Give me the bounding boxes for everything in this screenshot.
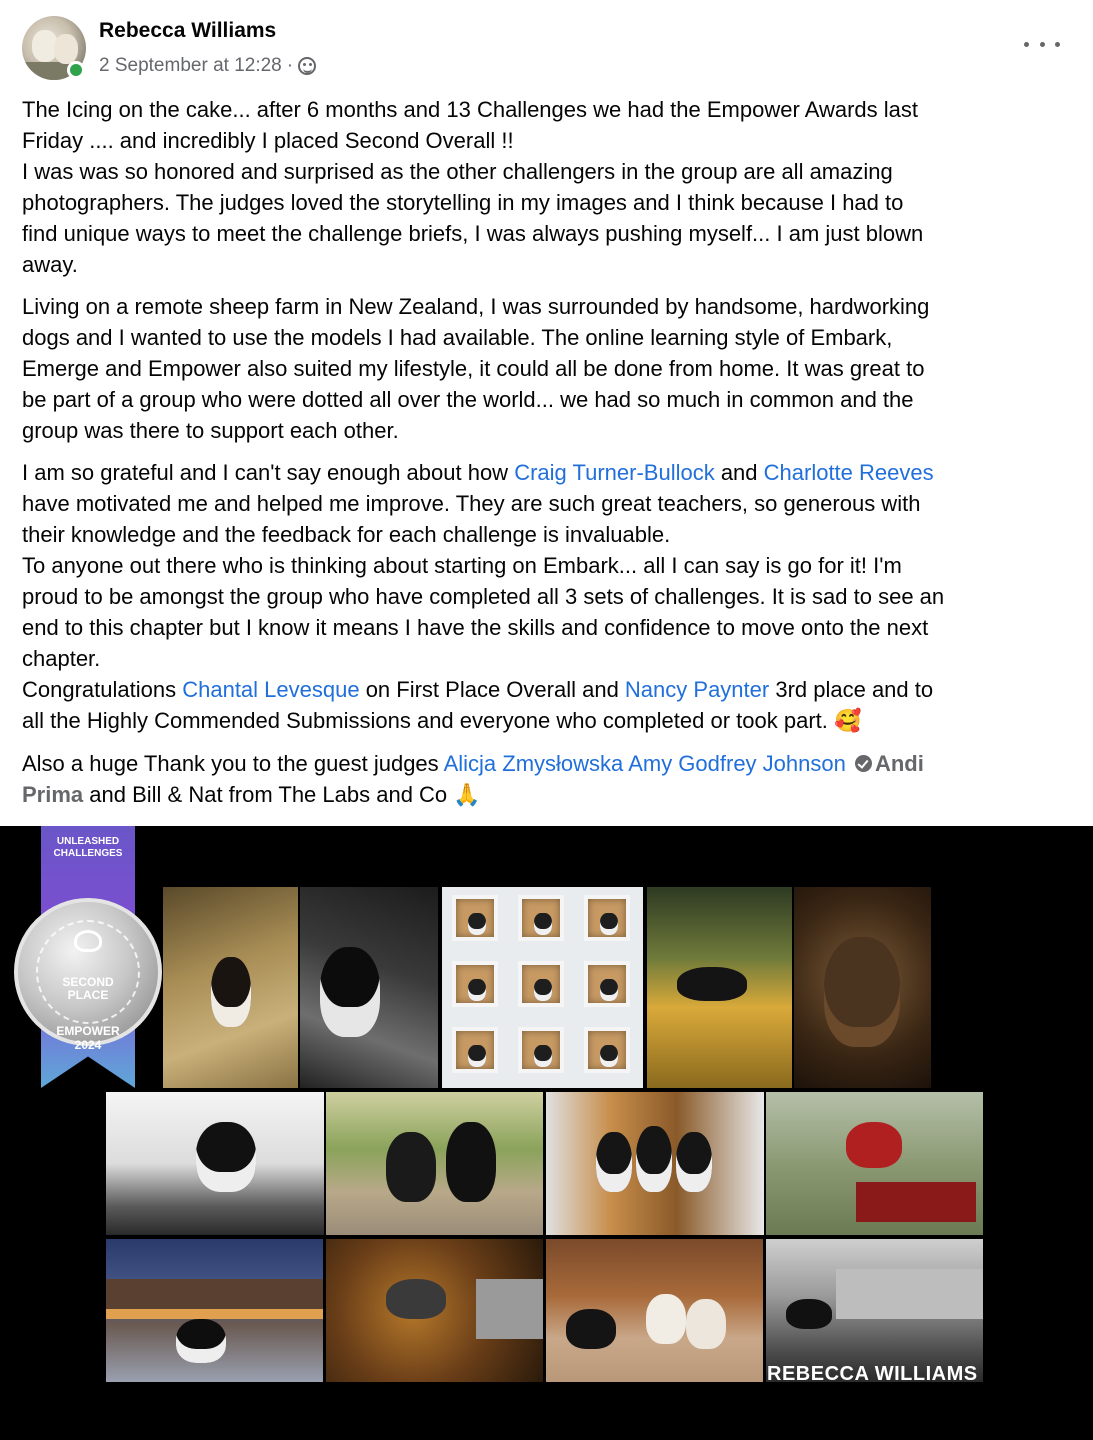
post-body [22, 94, 1072, 822]
folded-hands-emoji-icon: 🙏 [453, 783, 481, 808]
text-line: be part of a group who were dotted all over the world... we had so much in common and the [22, 387, 914, 412]
photo-tile-bw-rock-dog [106, 1092, 324, 1235]
photo-tile-shed-dusk [106, 1239, 323, 1382]
meta-separator: · [286, 55, 294, 76]
text-line: Friday .... and incredibly I placed Second Overall !! [22, 128, 514, 153]
medal-label [18, 976, 158, 1002]
text-line: Living on a remote sheep farm in New Zealand, I was surrounded by handsome, hardworking [22, 294, 930, 319]
text-line: To anyone out there who is thinking about starting on Embark... all I can say is go for it! I'm [22, 553, 902, 578]
text-segment: I am so grateful and I can't say enough about how [22, 460, 515, 485]
text-line [22, 674, 1072, 705]
post-timestamp[interactable]: 2 September at 12:28 [99, 55, 282, 76]
more-horizontal-icon [1024, 42, 1029, 47]
text-line: find unique ways to meet the challenge briefs, I was always pushing myself... I am just blown [22, 221, 924, 246]
photographer-watermark: REBECCA WILLIAMS [767, 1363, 978, 1385]
post-meta [99, 55, 316, 77]
ribbon-top-line: CHALLENGES [53, 848, 123, 859]
text-line: dogs and I wanted to use the models I had available. The online learning style of Embark, [22, 325, 893, 350]
photo-tile-dog-coat-quad [766, 1092, 983, 1235]
text-line [22, 779, 1072, 811]
more-dot [1040, 42, 1045, 47]
photo-tile-bw-collie [300, 887, 438, 1088]
text-line: away. [22, 252, 78, 277]
mention-chantal-levesque[interactable]: Chantal Levesque [182, 677, 360, 702]
photo-tile-farmer-dogs [326, 1092, 543, 1235]
text-line: have motivated me and helped me improve. They are such great teachers, so generous with [22, 491, 921, 516]
mention-nancy-paynter[interactable]: Nancy Paynter [624, 677, 770, 702]
text-line [22, 705, 1072, 737]
text-segment: on First Place Overall and [359, 677, 625, 702]
photo-tile-three-pups [546, 1092, 764, 1235]
text-line: group was there to support each other. [22, 418, 399, 443]
text-line: chapter. [22, 646, 101, 671]
mention-charlotte-reeves[interactable]: Charlotte Reeves [763, 460, 934, 485]
medal-line: SECOND [62, 975, 114, 989]
ribbon-top-label [41, 836, 135, 860]
photo-tile-dog-sheep [546, 1239, 763, 1382]
medal-line: PLACE [67, 988, 109, 1002]
ribbon-bottom-label [41, 1024, 135, 1052]
text-line [22, 748, 1072, 779]
text-segment: Congratulations [22, 677, 183, 702]
ribbon-bottom-line: EMPOWER [56, 1024, 120, 1038]
photo-tile-terrier [794, 887, 931, 1088]
text-line: their knowledge and the feedback for each challenge is invaluable. [22, 522, 671, 547]
photo-tile-golden-field [647, 887, 792, 1088]
online-status-icon [67, 61, 85, 79]
smiling-hearts-emoji-icon: 🥰 [833, 709, 862, 734]
text-segment: Also a huge Thank you to the guest judges [22, 751, 444, 776]
friends-icon[interactable] [298, 57, 316, 75]
medal-logo-icon [74, 930, 102, 952]
text-line: Emerge and Empower also suited my lifestyle, it could all be done from home. It was great to [22, 356, 925, 381]
text-line: photographers. The judges loved the storytelling in my images and I think because I had to [22, 190, 904, 215]
mention-alicja-zmyslowska[interactable]: Alicja Zmysłowska [443, 751, 624, 776]
verified-badge-icon [855, 755, 872, 772]
mention-andi-prima-cont[interactable]: Prima [22, 782, 84, 807]
paragraph-4 [22, 748, 1072, 811]
ribbon-top-line: UNLEASHED [56, 836, 120, 847]
text-line [22, 457, 1072, 488]
more-options-button[interactable] [1024, 34, 1060, 54]
paragraph-3 [22, 457, 1072, 737]
mention-craig-turner-bullock[interactable]: Craig Turner-Bullock [514, 460, 715, 485]
paragraph-1 [22, 94, 1072, 280]
mention-amy-godfrey-johnson[interactable]: Amy Godfrey Johnson [628, 751, 846, 776]
photo-tile-fence-dog [163, 887, 298, 1088]
mention-andi-prima[interactable]: Andi [874, 751, 924, 776]
paragraph-2 [22, 291, 1072, 446]
text-line: end to this chapter but I know it means I have the skills and confidence to move onto the next [22, 615, 929, 640]
ribbon-bottom-line: 2024 [74, 1038, 102, 1052]
text-segment: 3rd place and to [769, 677, 934, 702]
text-line: The Icing on the cake... after 6 months and 13 Challenges we had the Empower Awards last [22, 97, 919, 122]
photo-tile-bw-flock [766, 1239, 983, 1382]
photo-tile-jumping-dog [326, 1239, 543, 1382]
text-segment: and Bill & Nat from The Labs and Co [83, 782, 454, 807]
text-line: I was was so honored and surprised as the other challengers in the group are all amazing [22, 159, 893, 184]
post-header [22, 16, 1072, 82]
text-segment: all the Highly Commended Submissions and everyone who completed or took part. [22, 708, 834, 733]
more-dot [1055, 42, 1060, 47]
text-line: proud to be amongst the group who have completed all 3 sets of challenges. It is sad to see an [22, 584, 945, 609]
photo-tile-dog-boxes [442, 887, 643, 1088]
post-image[interactable] [0, 826, 1093, 1440]
text-segment: and [714, 460, 764, 485]
author-name[interactable]: Rebecca Williams [99, 19, 277, 42]
